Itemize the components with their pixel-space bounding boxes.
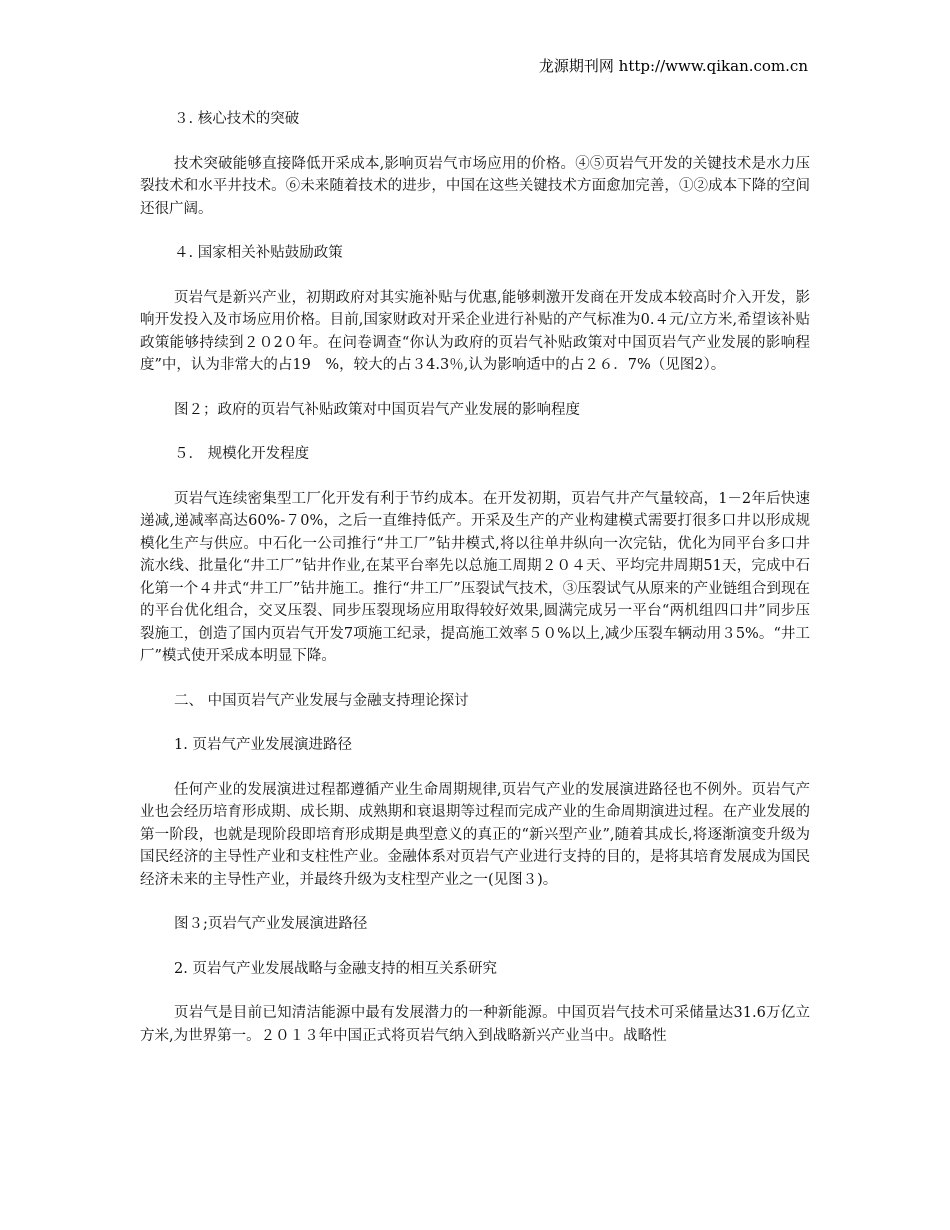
section-heading: 2. 页岩气产业发展战略与金融支持的相互关系研究 (174, 960, 497, 977)
section-heading: ５． 规模化开发程度 (174, 446, 310, 462)
paragraph: 技术突破能够直接降低开采成本,影响页岩气市场应用的价格。④⑤页岩气开发的关键技术是水力压裂技术和水平井技术。⑥未来随着技术的进步，中国在这些关键技术方面愈加完善，①②成本下降的空间还很广阔。 (140, 155, 810, 217)
section-heading: 二、 中国页岩气产业发展与金融支持理论探讨 (174, 692, 469, 709)
paragraph: 页岩气是新兴产业，初期政府对其实施补贴与优惠,能够刺激开发商在开发成本较高时介入开发，影响开发投入及市场应用价格。目前,国家财政对开采企业进行补贴的产气标准为0.４元/立方米,希望该补贴政策能够持续到２０2０年。在问卷调查“你认为政府的页岩气补贴政策对中国页岩气产业发展的影响程度”中，认为非常大的占19 %，较大的占３4.3％,认为影响适中的占２６．7%（见图2）。 (140, 289, 810, 373)
figure-caption: 图３;页岩气产业发展演进路径 (174, 916, 368, 932)
paragraph: 页岩气连续密集型工厂化开发有利于节约成本。在开发初期，页岩气井产气量较高，1－2年后快速递减,递减率高达60%-７0%，之后一直维持低产。开采及生产的产业构建模式需要打很多口井以形成规模化生产与供应。中石化一公司推行“井工厂”钻井模式,将以往单井纵向一次完钻，优化为同平台多口井流水线、批量化“井工厂”钻井作业,在某平台率先以总施工周期２０４天、平均完井周期51天，完成中石化第一个４井式“井工厂”钻井施工。推行“井工厂”压裂试气技术，③压裂试气从原来的产业链组合到现在的平台优化组合，交叉压裂、同步压裂现场应用取得较好效果,圆满完成另一平台“两机组四口井”同步压裂施工，创造了国内页岩气开发7项施工纪录，提高施工效率５０%以上,减少压裂车辆动用３5%。“井工厂”模式使开采成本明显下降。 (140, 490, 810, 664)
paragraph: 任何产业的发展演进过程都遵循产业生命周期规律,页岩气产业的发展演进路径也不例外。页岩气产业也会经历培育形成期、成长期、成熟期和衰退期等过程而完成产业的生命周期演进过程。在产业发展的第一阶段，也就是现阶段即培育形成期是典型意义的真正的“新兴型产业”,随着其成长,将逐渐演变升级为国民经济的主导性产业和支柱性产业。金融体系对页岩气产业进行支持的目的，是将其培育发展成为国民经济未来的主导性产业，并最终升级为支柱型产业之一(见图３)。 (140, 781, 810, 888)
section-heading: ３. 核心技术的突破 (174, 111, 300, 127)
figure-caption: 图２；政府的页岩气补贴政策对中国页岩气产业发展的影响程度 (174, 401, 580, 418)
section-heading: 1. 页岩气产业发展演进路径 (174, 737, 352, 753)
page-header: 龙源期刊网 http://www.qikan.com.cn (538, 57, 808, 75)
section-heading: ４. 国家相关补贴鼓励政策 (174, 245, 343, 261)
document-body (140, 108, 810, 1069)
paragraph: 页岩气是目前已知清洁能源中最有发展潜力的一种新能源。中国页岩气技术可采储量达31.6万亿立方米,为世界第一。２０１３年中国正式将页岩气纳入到战略新兴产业当中。战略性 (140, 1005, 810, 1044)
